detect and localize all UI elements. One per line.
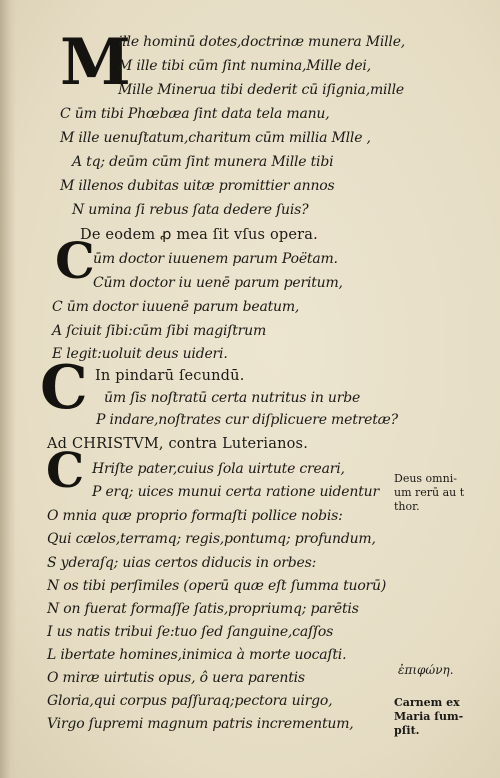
poem-line: S yderaſq; uias certos diducis in orbes: bbox=[47, 555, 317, 571]
poem-line: A ſciuit ſibi:cūm ſibi magiſtrum bbox=[52, 323, 267, 339]
poem-line: ūm doctor iuuenem parum Poëtam. bbox=[93, 251, 338, 267]
section-heading: Ad CHRISTVM, contra Luterianos. bbox=[47, 436, 308, 452]
poem-line: Gloria,qui corpus paſſuraq;pectora uirgo, bbox=[47, 693, 333, 709]
poem-line: N on fuerat formaſſe ſatis,propriumq; parētis bbox=[47, 601, 359, 617]
drop-cap-c: C bbox=[40, 353, 88, 423]
poem-line: N umina ſi rebus ſata dedere ſuis? bbox=[72, 202, 309, 218]
poem-line: I us natis tribui ſe:tuo ſed ſanguine,caſſos bbox=[47, 624, 334, 640]
poem-line: M illenos dubitas uitæ promittier annos bbox=[60, 178, 335, 194]
poem-line: Cūm doctor iu uenē parum peritum, bbox=[93, 275, 343, 291]
poem-line: P indare,noſtrates cur diſplicuere metretæ? bbox=[96, 412, 398, 428]
poem-line: M ille tibi cūm ſint numina,Mille dei, bbox=[118, 58, 371, 74]
poem-line: C ūm doctor iuuenē parum beatum, bbox=[52, 299, 300, 315]
margin-note-line: pſit. bbox=[394, 724, 420, 737]
margin-note-greek: ἐπιφώνη. bbox=[398, 663, 454, 677]
section-heading: In pindarū ſecundū. bbox=[95, 368, 245, 384]
poem-line: ūm ſis noſtratū certa nutritus in urbe bbox=[104, 390, 361, 406]
drop-cap-c: C bbox=[55, 231, 95, 290]
poem-line: ille hominū dotes,doctrinæ munera Mille, bbox=[118, 34, 406, 50]
margin-note-line: thor. bbox=[394, 500, 420, 513]
poem-line: E legit:uoluit deus uideri. bbox=[52, 346, 228, 362]
margin-note-line: um rerū au t bbox=[394, 486, 465, 499]
poem-line: Mille Minerua tibi dederit cū iſignia,mille bbox=[118, 82, 404, 98]
section-heading: De eodem ꝓ mea ſit vſus opera. bbox=[80, 227, 318, 243]
margin-note-line: Carnem ex bbox=[394, 696, 460, 709]
poem-line: N os tibi perſimiles (operū quæ eſt ſumma tuorū) bbox=[47, 578, 387, 594]
poem-line: A tq; deūm cūm ſint munera Mille tibi bbox=[72, 154, 334, 170]
drop-cap-c: C bbox=[46, 443, 85, 499]
poem-line: C ūm tibi Phœbæa ſint data tela manu, bbox=[60, 106, 330, 122]
poem-line: P erq; uices munui certa ratione uidentur bbox=[92, 484, 379, 500]
poem-line: Virgo ſupremi magnum patris incrementum, bbox=[47, 716, 354, 732]
poem-line: Qui cælos,terramq; regis,pontumq; profundum, bbox=[47, 531, 376, 547]
margin-note-line: Maria ſum- bbox=[394, 710, 464, 723]
poem-line: L ibertate homines,inimica à morte uocaſti. bbox=[47, 647, 347, 663]
poem-line: O miræ uirtutis opus, ô uera parentis bbox=[47, 670, 305, 686]
poem-line: M ille uenuſtatum,charitum cūm millia Mlle , bbox=[60, 130, 371, 146]
poem-line: Hriſte pater,cuius ſola uirtute creari, bbox=[92, 461, 345, 477]
drop-cap-m: M bbox=[60, 25, 131, 100]
poem-line: O mnia quæ proprio formaſti pollice nobis: bbox=[47, 508, 343, 524]
margin-note-line: Deus omni- bbox=[394, 472, 457, 485]
